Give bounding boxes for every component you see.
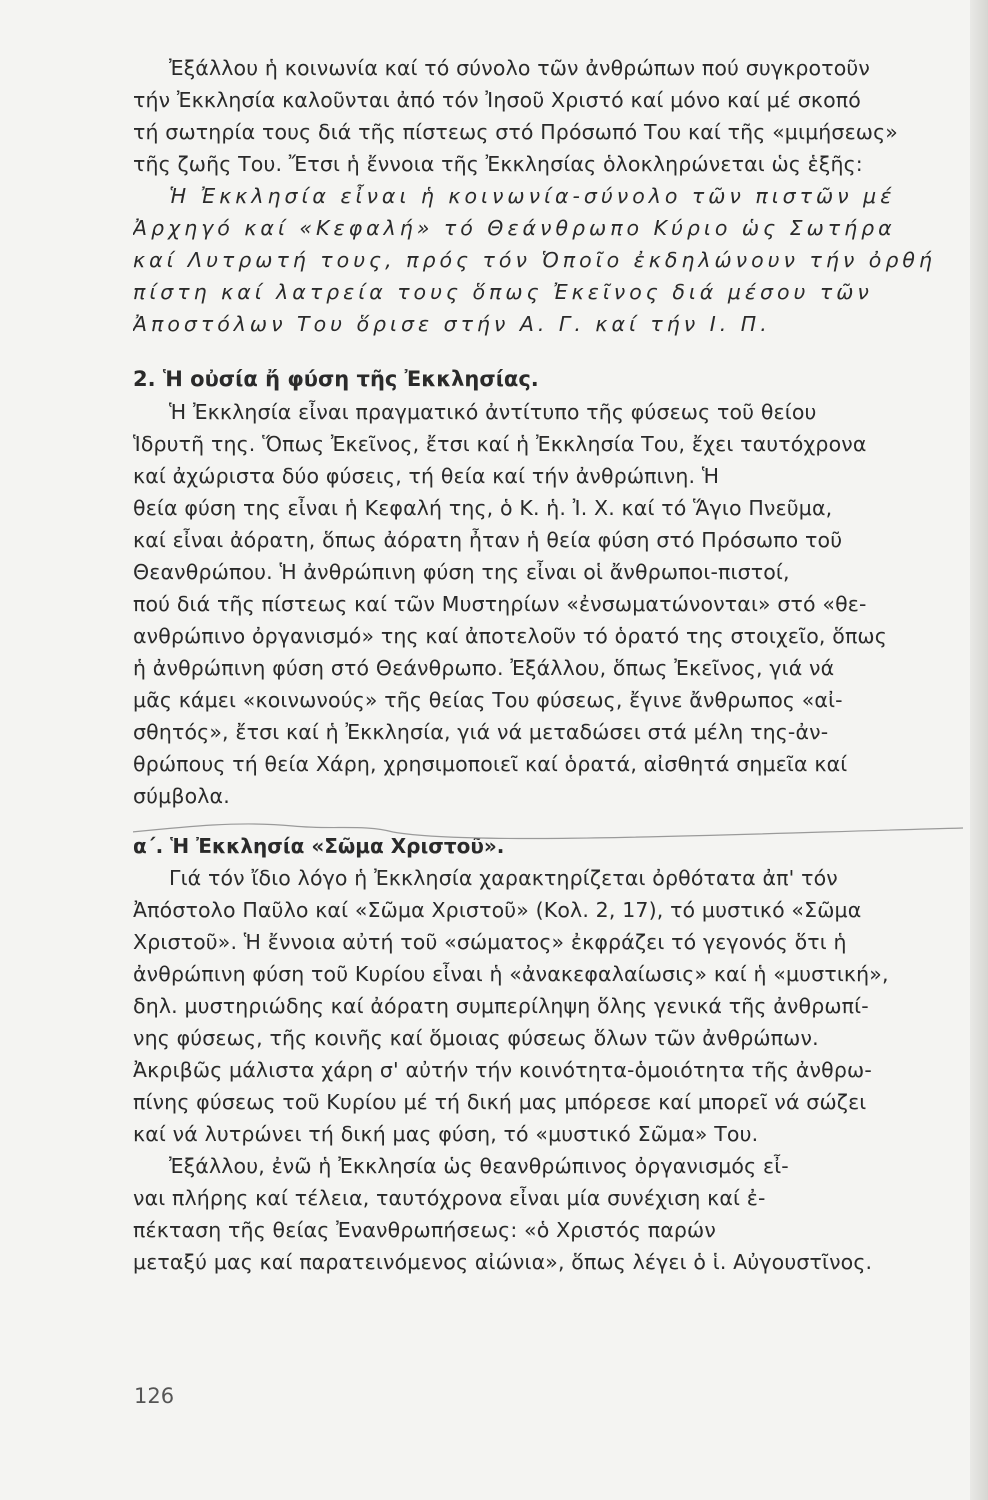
text-line: πίνης φύσεως τοῦ Κυρίου μέ τή δική μας μπόρεσε καί μπορεῖ νά σώζει: [133, 1090, 867, 1114]
text-line: πού διά τῆς πίστεως καί τῶν Μυστηρίων «ἐνσωματώνονται» στό «θε-: [133, 592, 867, 616]
text-line: τήν Ἐκκλησία καλοῦνται ἀπό τόν Ἰησοῦ Χριστό καί μόνο καί μέ σκοπό: [133, 88, 861, 112]
text-line: τῆς ζωῆς Του. Ἔτσι ἡ ἔννοια τῆς Ἐκκλησίας ὁλοκληρώνεται ὡς ἑξῆς:: [133, 152, 863, 176]
text-line: Ἡ Ἐκκλησία εἶναι πραγματικό ἀντίτυπο τῆς φύσεως τοῦ θείου: [169, 400, 817, 424]
text-line: θεία φύση της εἶναι ἡ Κεφαλή της, ὁ Κ. ἡ. Ἰ. Χ. καί τό Ἅγιο Πνεῦμα,: [133, 496, 833, 520]
text-line: Ἐξάλλου ἡ κοινωνία καί τό σύνολο τῶν ἀνθρώπων πού συγκροτοῦν: [169, 56, 871, 80]
text-line: Ἀρχηγό καί «Κεφαλή» τό Θεάνθρωπο Κύριο ὡς Σωτήρα: [133, 216, 896, 240]
text-line: θρώπους τή θεία Χάρη, χρησιμοποιεῖ καί ὁρατά, αἰσθητά σημεῖα καί: [133, 752, 848, 776]
text-line: πέκταση τῆς θείας Ἐνανθρωπήσεως: «ὁ Χριστός παρών: [133, 1218, 716, 1242]
text-line: καί Λυτρωτή τους, πρός τόν Ὁποῖο ἐκδηλώνουν τήν ὀρθή: [133, 248, 936, 272]
text-line: μᾶς κάμει «κοινωνούς» τῆς θείας Του φύσεως, ἔγινε ἄνθρωπος «αἰ-: [133, 688, 843, 712]
text-line: ἀνθρώπινη φύση τοῦ Κυρίου εἶναι ἡ «ἀνακεφαλαίωσις» καί ἡ «μυστική»,: [133, 962, 889, 986]
definition-paragraph: [133, 180, 963, 340]
page-number: 126: [134, 1384, 175, 1408]
text-line: Χριστοῦ». Ἡ ἔννοια αὐτή τοῦ «σώματος» ἐκφράζει τό γεγονός ὅτι ἡ: [133, 930, 847, 954]
subsection: [133, 830, 963, 862]
text-line: καί νά λυτρώνει τή δική μας φύση, τό «μυστικό Σῶμα» Του.: [133, 1122, 759, 1146]
subsection-paragraph-2: [133, 1150, 963, 1278]
text-line: σθητός», ἔτσι καί ἡ Ἐκκλησία, γιά νά μεταδώσει στά μέλη της-ἀν-: [133, 720, 829, 744]
page-body: [133, 52, 963, 1278]
text-line: τή σωτηρία τους διά τῆς πίστεως στό Πρόσωπό Του καί τῆς «μιμήσεως»: [133, 120, 898, 144]
text-line: Γιά τόν ἴδιο λόγο ἡ Ἐκκλησία χαρακτηρίζεται ὀρθότατα ἀπ' τόν: [169, 866, 838, 890]
text-line: δηλ. μυστηριώδης καί ἀόρατη συμπερίληψη ὅλης γενικά τῆς ἀνθρωπί-: [133, 994, 869, 1018]
text-line: νης φύσεως, τῆς κοινῆς καί ὅμοιας φύσεως ὅλων τῶν ἀνθρώπων.: [133, 1026, 819, 1050]
section-heading: 2. Ἡ οὐσία ἤ φύση τῆς Ἐκκλησίας.: [133, 367, 539, 391]
text-line: καί εἶναι ἀόρατη, ὅπως ἀόρατη ἦταν ἡ θεία φύση στό Πρόσωπο τοῦ: [133, 528, 843, 552]
text-line: μεταξύ μας καί παρατεινόμενος αἰώνια», ὅπως λέγει ὁ ἱ. Αὐγουστῖνος.: [133, 1250, 873, 1274]
text-line: Ἀποστόλων Του ὅρισε στήν Α. Γ. καί τήν Ι. Π.: [133, 312, 771, 336]
text-line: σύμβολα.: [133, 784, 230, 808]
text-line: πίστη καί λατρεία τους ὅπως Ἐκεῖνος διά μέσου τῶν: [133, 280, 873, 304]
text-line: Ἱδρυτῆ της. Ὅπως Ἐκεῖνος, ἔτσι καί ἡ Ἐκκλησία Του, ἔχει ταυτόχρονα: [133, 432, 867, 456]
subsection-heading: α΄. Ἡ Ἐκκλησία «Σῶμα Χριστοῦ».: [133, 834, 505, 858]
text-line: ανθρώπινο ὀργανισμό» της καί ἀποτελοῦν τό ὁρατό της στοιχεῖο, ὅπως: [133, 624, 887, 648]
text-line: ναι πλήρης καί τέλεια, ταυτόχρονα εἶναι μία συνέχιση καί ἐ-: [133, 1186, 766, 1210]
intro-paragraph: [133, 52, 963, 180]
text-line: Ἡ Ἐκκλησία εἶναι ἡ κοινωνία-σύνολο τῶν πιστῶν μέ: [169, 184, 896, 208]
text-line: Ἀπόστολο Παῦλο καί «Σῶμα Χριστοῦ» (Κολ. 2, 17), τό μυστικό «Σῶμα: [133, 898, 862, 922]
subsection-paragraph-1: [133, 862, 963, 1150]
text-line: Ἐξάλλου, ἐνῶ ἡ Ἐκκλησία ὡς θεανθρώπινος ὀργανισμός εἶ-: [169, 1154, 789, 1178]
text-line: Ἀκριβῶς μάλιστα χάρη σ' αὐτήν τήν κοινότητα-ὁμοιότητα τῆς ἀνθρω-: [133, 1058, 872, 1082]
text-line: Θεανθρώπου. Ἡ ἀνθρώπινη φύση της εἶναι οἱ ἄνθρωποι-πιστοί,: [133, 560, 790, 584]
text-line: ἡ ἀνθρώπινη φύση στό Θεάνθρωπο. Ἐξάλλου, ὅπως Ἐκεῖνος, γιά νά: [133, 656, 835, 680]
page-edge-shadow: [970, 0, 988, 1500]
pencil-divider-line: [133, 806, 963, 846]
text-line: καί ἀχώριστα δύο φύσεις, τή θεία καί τήν ἀνθρώπινη. Ἡ: [133, 464, 720, 488]
section-paragraph: [133, 396, 963, 812]
